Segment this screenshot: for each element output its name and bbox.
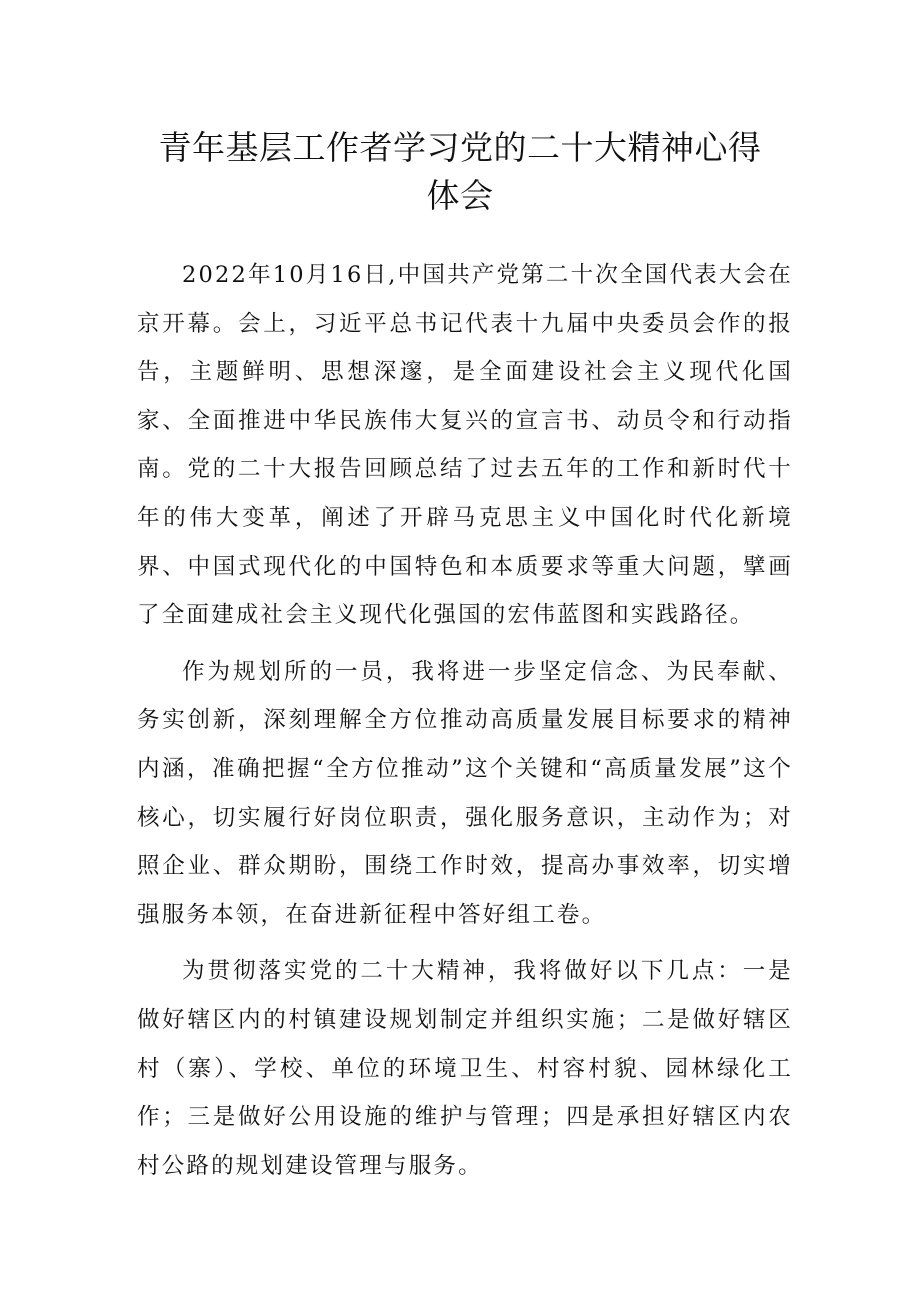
- paragraph-1: 2022年10月16日,中国共产党第二十次全国代表大会在京开幕。会上，习近平总书记代表十九届中央委员会作的报告，主题鲜明、思想深邃，是全面建设社会主义现代化国家、全面推进中华民族伟大复兴的宣言书、动员令和行动指南。党的二十大报告回顾总结了过去五年的工作和新时代十年的伟大变革，阐述了开辟马克思主义中国化时代化新境界、中国式现代化的中国特色和本质要求等重大问题，擘画了全面建成社会主义现代化强国的宏伟蓝图和实践路径。: [137, 262, 793, 629]
- title-line-2: 体会: [426, 176, 494, 215]
- title-line-1: 青年基层工作者学习党的二十大精神心得: [158, 128, 762, 167]
- document-body: [137, 251, 793, 1190]
- paragraph-3: 为贯彻落实党的二十大精神，我将做好以下几点：一是做好辖区内的村镇建设规划制定并组织实施；二是做好辖区村（寨）、学校、单位的环境卫生、村容村貌、园林绿化工作；三是做好公用设施的维护与管理；四是承担好辖区内农村公路的规划建设管理与服务。: [137, 958, 793, 1179]
- document-title: [120, 124, 800, 220]
- paragraph-2: 作为规划所的一员，我将进一步坚定信念、为民奉献、务实创新，深刻理解全方位推动高质量发展目标要求的精神内涵，准确把握“全方位推动”这个关键和“高质量发展”这个核心，切实履行好岗位职责，强化服务意识，主动作为；对照企业、群众期盼，围绕工作时效，提高办事效率，切实增强服务本领，在奋进新征程中答好组工卷。: [137, 658, 793, 928]
